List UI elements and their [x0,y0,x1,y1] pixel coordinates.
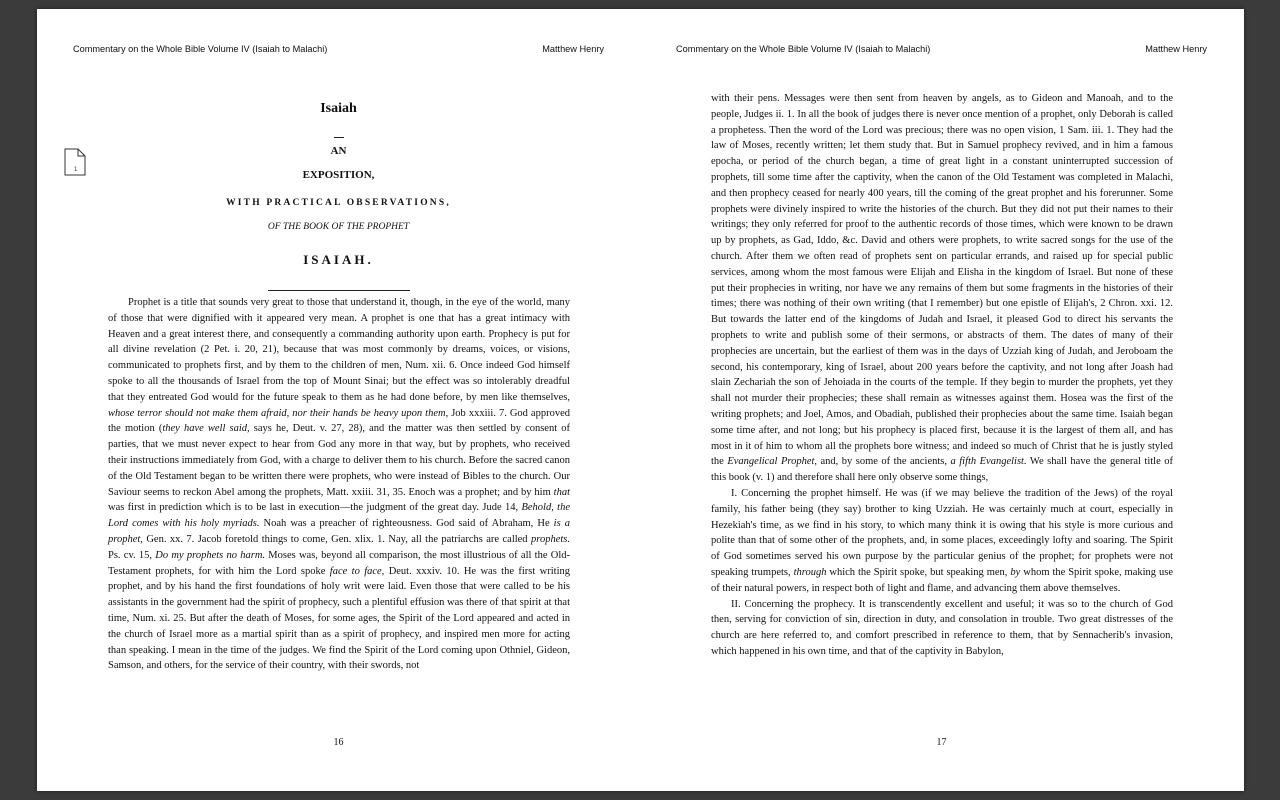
page-number-left: 16 [333,737,344,748]
heading-with-observations: WITH PRACTICAL OBSERVATIONS, [226,198,451,208]
heading-rule [268,290,410,291]
book-heading: Isaiah [320,101,357,116]
annotation-number: 1 [74,167,78,173]
page-17 [640,9,1243,791]
heading-exposition: EXPOSITION, [302,169,375,181]
document-spread [37,9,1244,791]
paragraph-prophet-intro: Prophet is a title that sounds very great to those that understand it, though, in the eye of the world, many of those that were dignified with it appeared very mean. A prophet is one that has a great intimacy with Heaven and a great interest there, and consequently a commanding authority upon earth. Prophecy is put for all divine revelation (2 Pet. i. 20, 21), because that was most commonly by dreams, voices, or visions, communicated to prophets first, and by them to the children of men, Num. xii. 6. Once indeed God himself spoke to all the thousands of Israel from the top of Mount Sinai; but the effect was so intolerably dreadful that they entreated God would for the future speak to them as he had done before, by men like themselves, whose terror should not make them afraid, nor their hands be heavy upon them, Job xxxiii. 7. God approved the motion (they have well said, says he, Deut. v. 27, 28), and the matter was then settled by consent of parties, that we must never expect to hear from God any more in that way, but by prophets, who received their instructions immediately from God, with a charge to deliver them to his church. Before the sacred canon of the Old Testament began to be written there were prophets, who were instead of Bibles to the church. Our Saviour seems to reckon Abel among the prophets, Matt. xxiii. 31, 35. Enoch was a prophet; and by him that was first in prediction which is to be last in execution—the judgment of the great day. Jude 14, Behold, the Lord comes with his holy myriads. Noah was a preacher of righteousness. God said of Abraham, He is a prophet, Gen. xx. 7. Jacob foretold things to come, Gen. xlix. 1. Nay, all the patriarchs are called prophets. Ps. cv. 15, Do my prophets no harm. Moses was, beyond all comparison, the most illustrious of all the Old-Testament prophets, for with him the Lord spoke face to face, Deut. xxxiv. 10. He was the first writing prophet, and by his hand the first foundations of holy writ were laid. Even those that were called to be his assistants in the government had the spirit of prophecy, such a plentiful effusion was there of that spirit at that time, Num. xi. 25. But after the death of Moses, for some ages, the Spirit of the Lord appeared and acted in the church of Israel more as a martial spirit than as a spirit of prophecy, and inspired men more for acting than speaking. I mean in the time of the judges. We find the Spirit of the Lord coming upon Othniel, Gideon, Samson, and others, for the service of their country, with their swords, not [108,297,571,672]
running-header-title: Commentary on the Whole Bible Volume IV (Isaiah to Malachi) [676,44,931,54]
running-header-author: Matthew Henry [1145,44,1207,54]
heading-dash [334,137,344,138]
heading-isaiah: ISAIAH. [303,252,374,267]
right-body-text [711,91,1173,660]
running-header-author: Matthew Henry [542,44,604,54]
heading-an: AN [330,145,347,157]
left-body-text [108,295,570,674]
running-header-title: Commentary on the Whole Bible Volume IV (Isaiah to Malachi) [73,44,328,54]
page-number-right: 17 [936,737,947,748]
paragraph-continued: with their pens. Messages were then sent from heaven by angels, as to Gideon and Manoah, and to the people, Judges ii. 1. In all the book of judges there is never once mention of a prophet, only Deborah is called a prophetess. Then the word of the Lord was precious; there was no open vision, 1 Sam. iii. 1. They had the law of Moses, recently written; let them study that. But in Samuel prophecy revived, and in him a famous epocha, or period of the church began, a time of great light in a constant uninterrupted succession of prophets, till some time after the captivity, when the canon of the Old Testament was completed in Malachi, and then prophecy ceased for nearly 400 years, till the coming of the great prophet and his forerunner. Some prophets were divinely inspired to write the histories of the church. But they did not put their names to their writings; they only referred for proof to the authentic records of those times, which were known to be drawn up by prophets, as Gad, Iddo, &c. David and others were prophets, to write sacred songs for the use of the church. After them we often read of prophets sent on particular errands, and raised up for special public services, among whom the most famous were Elijah and Elisha in the kingdom of Israel. But none of these put their prophecies in writing, nor have we any remains of them but some fragments in the histories of their times; there was nothing of their own writing (that I remember) but one epistle of Elijah's, 2 Chron. xxi. 12. But towards the latter end of the kingdoms of Judah and Israel, it pleased God to direct his servants the prophets to write and publish some of their sermons, or abstracts of them. The dates of many of their prophecies are uncertain, but the earliest of them was in the days of Uzziah king of Judah, and Jeroboam the second, his contemporary, king of Israel, about 200 years before the captivity, and not long after Joash had slain Zechariah the son of Jehoiada in the courts of the temple. If they begin to murder the prophets, yet they shall not murder their prophecies; these shall remain as witnesses against them. Hosea was the first of the writing prophets; and Joel, Amos, and Obadiah, published their prophecies about the same time. Isaiah began some time after, and not long; but his prophecy is placed first, because it is the largest of them all, and has most in it of him to whom all the prophets bore witness; and indeed so much of Christ that he is justly styled the Evangelical Prophet, and, by some of the ancients, a fifth Evangelist. We shall have the general title of this book (v. 1) and therefore shall here only observe some things, [711,93,1173,484]
paragraph-concerning-prophecy: II. Concerning the prophecy. It is transcendently excellent and useful; it was so to the church of God then, serving for conviction of sin, direction in duty, and consolation in trouble. Two great distresses of the church are here referred to, and comfort prescribed in reference to them, that by Sennacherib's invasion, which happened in his own time, and that of the captivity in Babylon, [711,598,1173,657]
heading-of-book: OF THE BOOK OF THE PROPHET [267,222,410,232]
page-16 [37,9,640,791]
paragraph-concerning-prophet: I. Concerning the prophet himself. He was (if we may believe the tradition of the Jews) of the royal family, his father being (they say) brother to king Uzziah. He was certainly much at court, especially in Hezekiah's time, as we find in his story, to which many think it is owing that his style is more curious and polite than that of some other of the prophets, and, in some places, exceedingly lofty and soaring. The Spirit of God sometimes served his own purpose by the particular genius of the prophet; for prophets were not speaking trumpets, through which the Spirit spoke, but speaking men, by whom the Spirit spoke, making use of their natural powers, in respect both of light and flame, and advancing them above themselves. [711,487,1173,594]
